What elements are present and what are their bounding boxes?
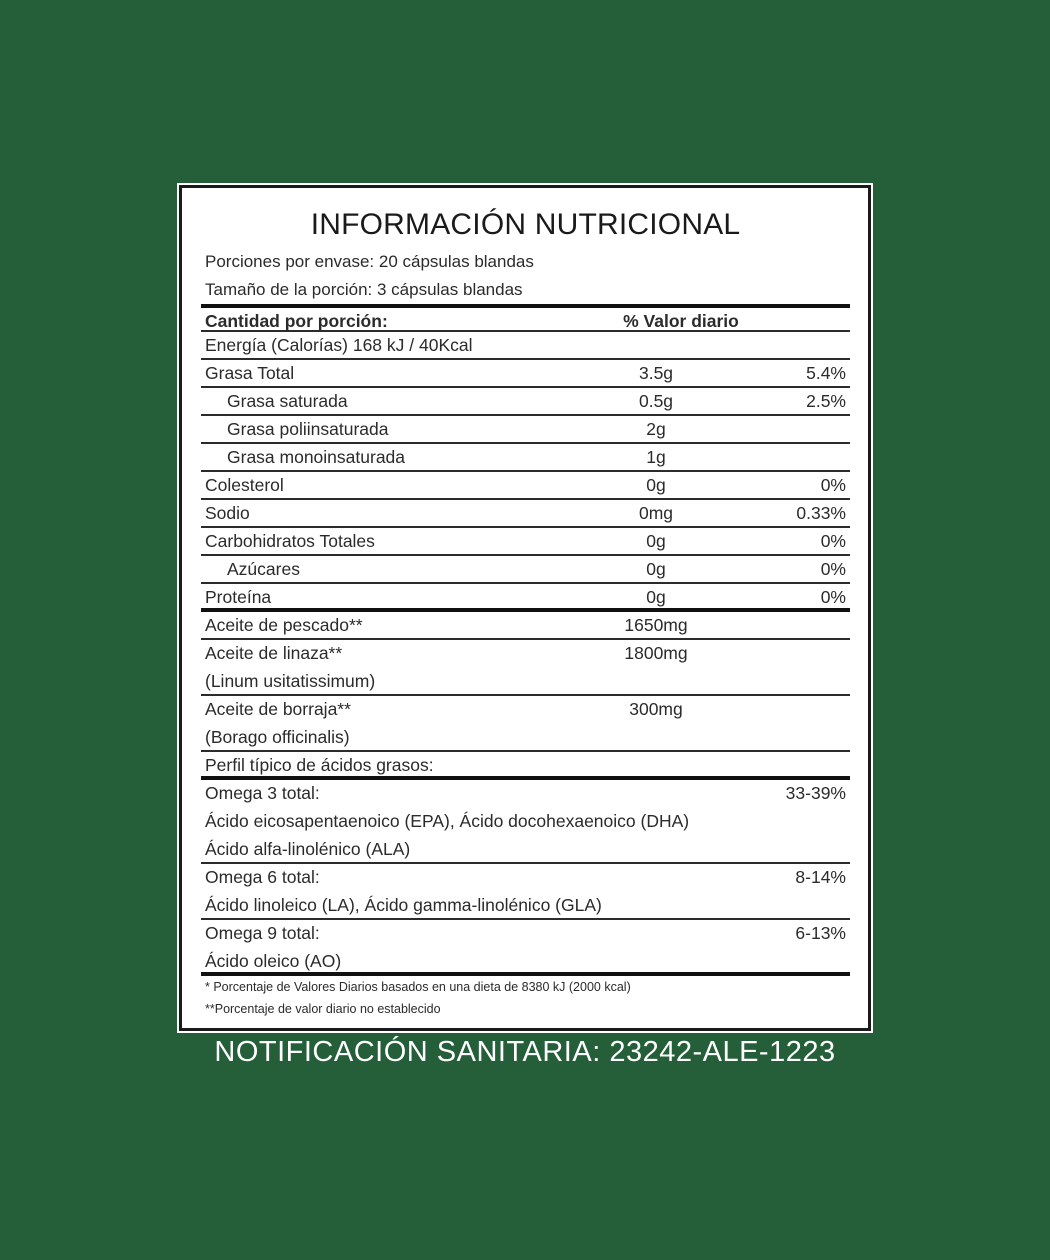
label-title: INFORMACIÓN NUTRICIONAL bbox=[310, 208, 741, 241]
nutrient-row bbox=[201, 500, 850, 528]
omega-range: 8-14% bbox=[795, 867, 846, 887]
oil-row bbox=[201, 696, 850, 752]
oil-name: Aceite de pescado** bbox=[205, 615, 363, 635]
sanitary-notification: NOTIFICACIÓN SANITARIA: 23242-ALE-1223 bbox=[214, 1036, 836, 1068]
omega-name: Omega 9 total: bbox=[205, 923, 320, 943]
nutrient-row bbox=[201, 584, 850, 612]
nutrient-dv: 0% bbox=[820, 559, 846, 579]
nutrient-name: Grasa poliinsaturada bbox=[227, 419, 389, 439]
oil-row bbox=[201, 612, 850, 640]
nutrient-name: Grasa saturada bbox=[227, 391, 348, 411]
servings-per-container: Porciones por envase: 20 cápsulas blandas bbox=[205, 252, 534, 271]
nutrient-row bbox=[201, 416, 850, 444]
nutrient-amount: 0g bbox=[646, 587, 666, 607]
nutrient-name: Grasa monoinsaturada bbox=[227, 447, 406, 467]
omega-row bbox=[201, 920, 850, 976]
oil-name: Aceite de borraja** bbox=[205, 699, 351, 719]
nutrient-dv: 5.4% bbox=[806, 363, 846, 383]
nutrient-name: Sodio bbox=[205, 503, 250, 523]
nutrient-amount: 0.5g bbox=[638, 391, 674, 411]
nutrient-amount: 0g bbox=[646, 559, 666, 579]
nutrient-dv: 0% bbox=[820, 475, 846, 495]
omega-row bbox=[201, 780, 850, 864]
energy-label: Energía (Calorías) 168 kJ / 40Kcal bbox=[205, 335, 473, 355]
nutrient-row bbox=[201, 472, 850, 500]
profile-title: Perfil típico de ácidos grasos: bbox=[205, 755, 434, 775]
nutrient-dv: 0% bbox=[820, 531, 846, 551]
omega-name: Omega 6 total: bbox=[205, 867, 320, 887]
omega-acids: Ácido oleico (AO) bbox=[205, 951, 342, 971]
footnote-daily-values: * Porcentaje de Valores Diarios basados en una dieta de 8380 kJ (2000 kcal) bbox=[205, 980, 631, 994]
nutrient-row bbox=[201, 444, 850, 472]
nutrient-row bbox=[201, 360, 850, 388]
nutrition-label bbox=[179, 185, 871, 1031]
oil-scientific-name: (Borago officinalis) bbox=[205, 727, 350, 747]
omega-name: Omega 3 total: bbox=[205, 783, 320, 803]
energy-row bbox=[201, 332, 850, 360]
daily-value-header: % Valor diario bbox=[623, 311, 739, 331]
table-header bbox=[201, 304, 850, 332]
amount-per-serving-header: Cantidad por porción: bbox=[205, 311, 388, 331]
nutrient-row bbox=[201, 388, 850, 416]
nutrient-name: Azúcares bbox=[227, 559, 300, 579]
profile-title-row bbox=[201, 752, 850, 780]
nutrient-name: Proteína bbox=[205, 587, 272, 607]
omega-range: 33-39% bbox=[785, 783, 846, 803]
oil-amount: 300mg bbox=[629, 699, 683, 719]
oil-amount: 1650mg bbox=[624, 615, 688, 635]
nutrient-dv: 0.33% bbox=[796, 503, 846, 523]
nutrient-amount: 0mg bbox=[638, 503, 674, 523]
nutrient-name: Carbohidratos Totales bbox=[205, 531, 375, 551]
omega-range: 6-13% bbox=[795, 923, 846, 943]
footnote-not-established: **Porcentaje de valor diario no establecido bbox=[205, 1002, 441, 1016]
nutrient-row bbox=[201, 528, 850, 556]
oil-scientific-name: (Linum usitatissimum) bbox=[205, 671, 376, 691]
oil-name: Aceite de linaza** bbox=[205, 643, 343, 663]
nutrient-amount: 2g bbox=[646, 419, 666, 439]
omega-acids: Ácido eicosapentaenoico (EPA), Ácido docohexaenoico (DHA) bbox=[205, 811, 690, 831]
oil-row bbox=[201, 640, 850, 696]
nutrient-amount: 0g bbox=[646, 475, 666, 495]
nutrient-name: Colesterol bbox=[205, 475, 284, 495]
nutrient-dv: 0% bbox=[820, 587, 846, 607]
nutrient-row bbox=[201, 556, 850, 584]
omega-row bbox=[201, 864, 850, 920]
nutrient-name: Grasa Total bbox=[205, 363, 295, 383]
nutrient-amount: 0g bbox=[646, 531, 666, 551]
omega-acids: Ácido alfa-linolénico (ALA) bbox=[205, 839, 411, 859]
omega-acids: Ácido linoleico (LA), Ácido gamma-linolénico (GLA) bbox=[205, 895, 602, 915]
nutrient-dv: 2.5% bbox=[806, 391, 846, 411]
oil-amount: 1800mg bbox=[624, 643, 688, 663]
nutrient-amount: 3.5g bbox=[638, 363, 674, 383]
serving-size: Tamaño de la porción: 3 cápsulas blandas bbox=[205, 280, 523, 299]
nutrient-amount: 1g bbox=[646, 447, 666, 467]
